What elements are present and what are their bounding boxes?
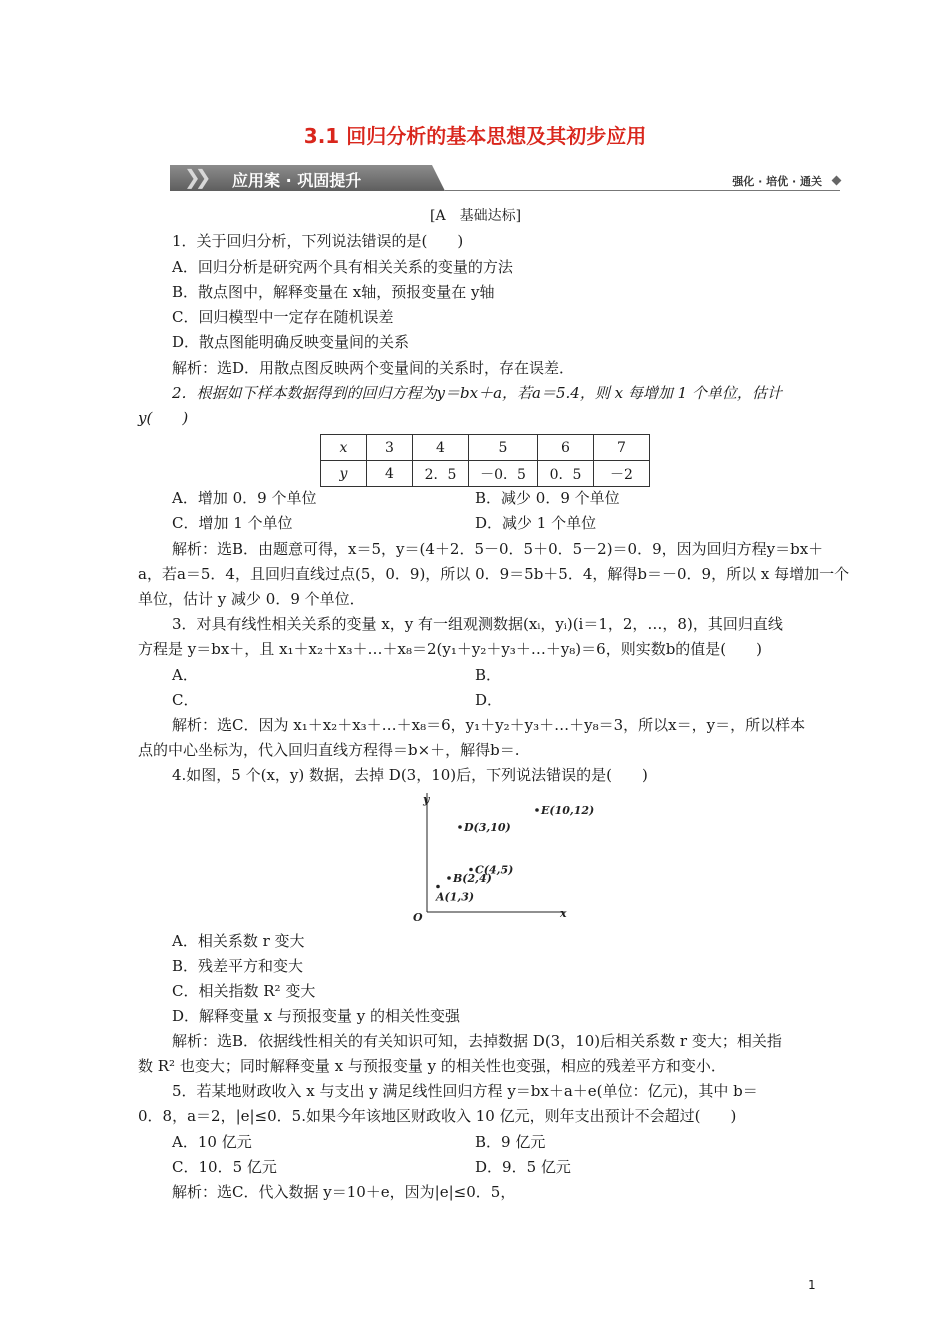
- q3-option-a: A．: [172, 666, 198, 684]
- point-label: C(4,5): [475, 863, 514, 877]
- scatter-point: [535, 808, 539, 812]
- q4-option-d: D．解释变量 x 与预报变量 y 的相关性变强: [172, 1007, 461, 1025]
- table-cell: 0．5: [538, 461, 594, 487]
- q3-option-b: B．: [475, 666, 502, 684]
- q1-option-a: A．回归分析是研究两个具有相关关系的变量的方法: [172, 258, 513, 276]
- table-cell: 7: [594, 435, 650, 461]
- page-number: 1: [808, 1278, 816, 1292]
- q1-option-b: B．散点图中，解释变量在 x轴，预报变量在 y轴: [172, 283, 495, 301]
- q4-analysis-line1: 解析：选B．依据线性相关的有关知识可知，去掉数据 D(3，10)后相关系数 r 变大；相关指: [172, 1032, 782, 1050]
- banner-left-label: 应用案 · 巩固提升: [232, 171, 362, 190]
- table-cell: 4: [367, 461, 413, 487]
- section-label: [A 基础达标]: [430, 208, 522, 224]
- banner-divider: [445, 190, 840, 191]
- q3-option-d: D．: [475, 691, 503, 709]
- scatter-point: [458, 825, 462, 829]
- table-cell: y: [321, 461, 367, 487]
- q5-stem-line2: 0．8，a＝2，|e|≤0．5.如果今年该地区财政收入 10 亿元，则年支出预计不会超过( ): [138, 1107, 737, 1125]
- table-cell: x: [321, 435, 367, 461]
- scatter-point: [469, 868, 473, 872]
- q2-analysis-line3: 单位，估计 y 减少 0．9 个单位．: [138, 590, 365, 608]
- q2-data-table: [320, 434, 650, 487]
- q4-stem: 4.如图，5 个(x，y) 数据，去掉 D(3，10)后，下列说法错误的是( ): [172, 766, 648, 784]
- q4-analysis-line2: 数 R² 也变大；同时解释变量 x 与预报变量 y 的相关性也变强，相应的残差平方和变小．: [138, 1057, 726, 1075]
- point-label: B(2,4): [453, 872, 492, 885]
- table-cell: －2: [594, 461, 650, 487]
- q5-option-d: D．9．5 亿元: [475, 1158, 571, 1176]
- table-cell: 5: [469, 435, 538, 461]
- q4-scatter-chart: [400, 785, 595, 930]
- table-cell: －0．5: [469, 461, 538, 487]
- q2-option-d: D．减少 1 个单位: [475, 514, 597, 532]
- q1-stem: 1．关于回归分析，下列说法错误的是( ): [172, 232, 464, 250]
- banner-right-label: 强化 · 培优 · 通关: [732, 175, 822, 188]
- table-cell: 2．5: [413, 461, 469, 487]
- table-cell: 4: [413, 435, 469, 461]
- q2-stem-line2: y( ): [138, 409, 189, 427]
- q5-option-a: A．10 亿元: [172, 1133, 252, 1151]
- x-axis-label: x: [560, 907, 567, 920]
- scatter-point: [436, 885, 440, 889]
- q3-option-c: C．: [172, 691, 199, 709]
- q2-analysis-line1: 解析：选B．由题意可得，x＝5，y＝(4＋2．5－0．5＋0．5－2)＝0．9，因为回归方程y＝bx＋: [172, 540, 824, 558]
- q3-stem-line1: 3．对具有线性相关关系的变量 x，y 有一组观测数据(xᵢ，yᵢ)(i＝1，2，…，8)，其回归直线: [172, 615, 783, 633]
- origin-label: O: [413, 911, 423, 924]
- q5-stem-line1: 5．若某地财政收入 x 与支出 y 满足线性回归方程 y＝bx＋a＋e(单位：亿元)，其中 b＝: [172, 1082, 758, 1100]
- q1-option-d: D．散点图能明确反映变量间的关系: [172, 333, 410, 351]
- double-chevron-icon: ❯❯: [184, 165, 206, 189]
- q3-analysis-line1: 解析：选C．因为 x₁＋x₂＋x₃＋…＋x₈＝6，y₁＋y₂＋y₃＋…＋y₈＝3，所以x＝，y＝，所以样本: [172, 716, 806, 734]
- section-banner: [170, 165, 840, 193]
- point-label: E(10,12): [541, 804, 595, 817]
- table-cell: 6: [538, 435, 594, 461]
- q2-analysis-line2: a，若a＝5．4，且回归直线过点(5，0．9)，所以 0．9＝5b＋5．4，解得b＝－0．9，所以 x 每增加一个: [138, 565, 850, 583]
- q2-stem-line1: 2．根据如下样本数据得到的回归方程为y＝bx＋a，若a＝5.4，则 x 每增加 1 个单位，估计: [172, 384, 782, 402]
- point-label: D(3,10): [464, 821, 511, 834]
- q3-stem-line2: 方程是 y＝bx＋，且 x₁＋x₂＋x₃＋…＋x₈＝2(y₁＋y₂＋y₃＋…＋y₈)＝6，则实数b的值是( ): [138, 640, 763, 658]
- q1-analysis: 解析：选D．用散点图反映两个变量间的关系时，存在误差．: [172, 359, 575, 377]
- point-label: A(1,3): [436, 890, 475, 904]
- q5-option-b: B．9 亿元: [475, 1133, 546, 1151]
- q2-option-c: C．增加 1 个单位: [172, 514, 293, 532]
- q5-analysis: 解析：选C．代入数据 y＝10＋e，因为|e|≤0．5，: [172, 1183, 516, 1201]
- q3-analysis-line2: 点的中心坐标为，代入回归直线方程得＝b×＋，解得b＝.: [138, 741, 520, 759]
- y-axis-label: y: [423, 793, 430, 806]
- q4-option-a: A．相关系数 r 变大: [172, 932, 305, 950]
- table-row: [321, 461, 650, 487]
- diamond-icon: [832, 176, 842, 186]
- q2-option-b: B．减少 0．9 个单位: [475, 489, 620, 507]
- table-row: [321, 435, 650, 461]
- q2-option-a: A．增加 0．9 个单位: [172, 489, 317, 507]
- table-cell: 3: [367, 435, 413, 461]
- q1-option-c: C．回归模型中一定存在随机误差: [172, 308, 394, 326]
- page-title: 3.1 回归分析的基本思想及其初步应用: [303, 124, 647, 148]
- q4-option-b: B．残差平方和变大: [172, 957, 304, 975]
- q4-option-c: C．相关指数 R² 变大: [172, 982, 316, 1000]
- scatter-point: [447, 876, 451, 880]
- q5-option-c: C．10．5 亿元: [172, 1158, 277, 1176]
